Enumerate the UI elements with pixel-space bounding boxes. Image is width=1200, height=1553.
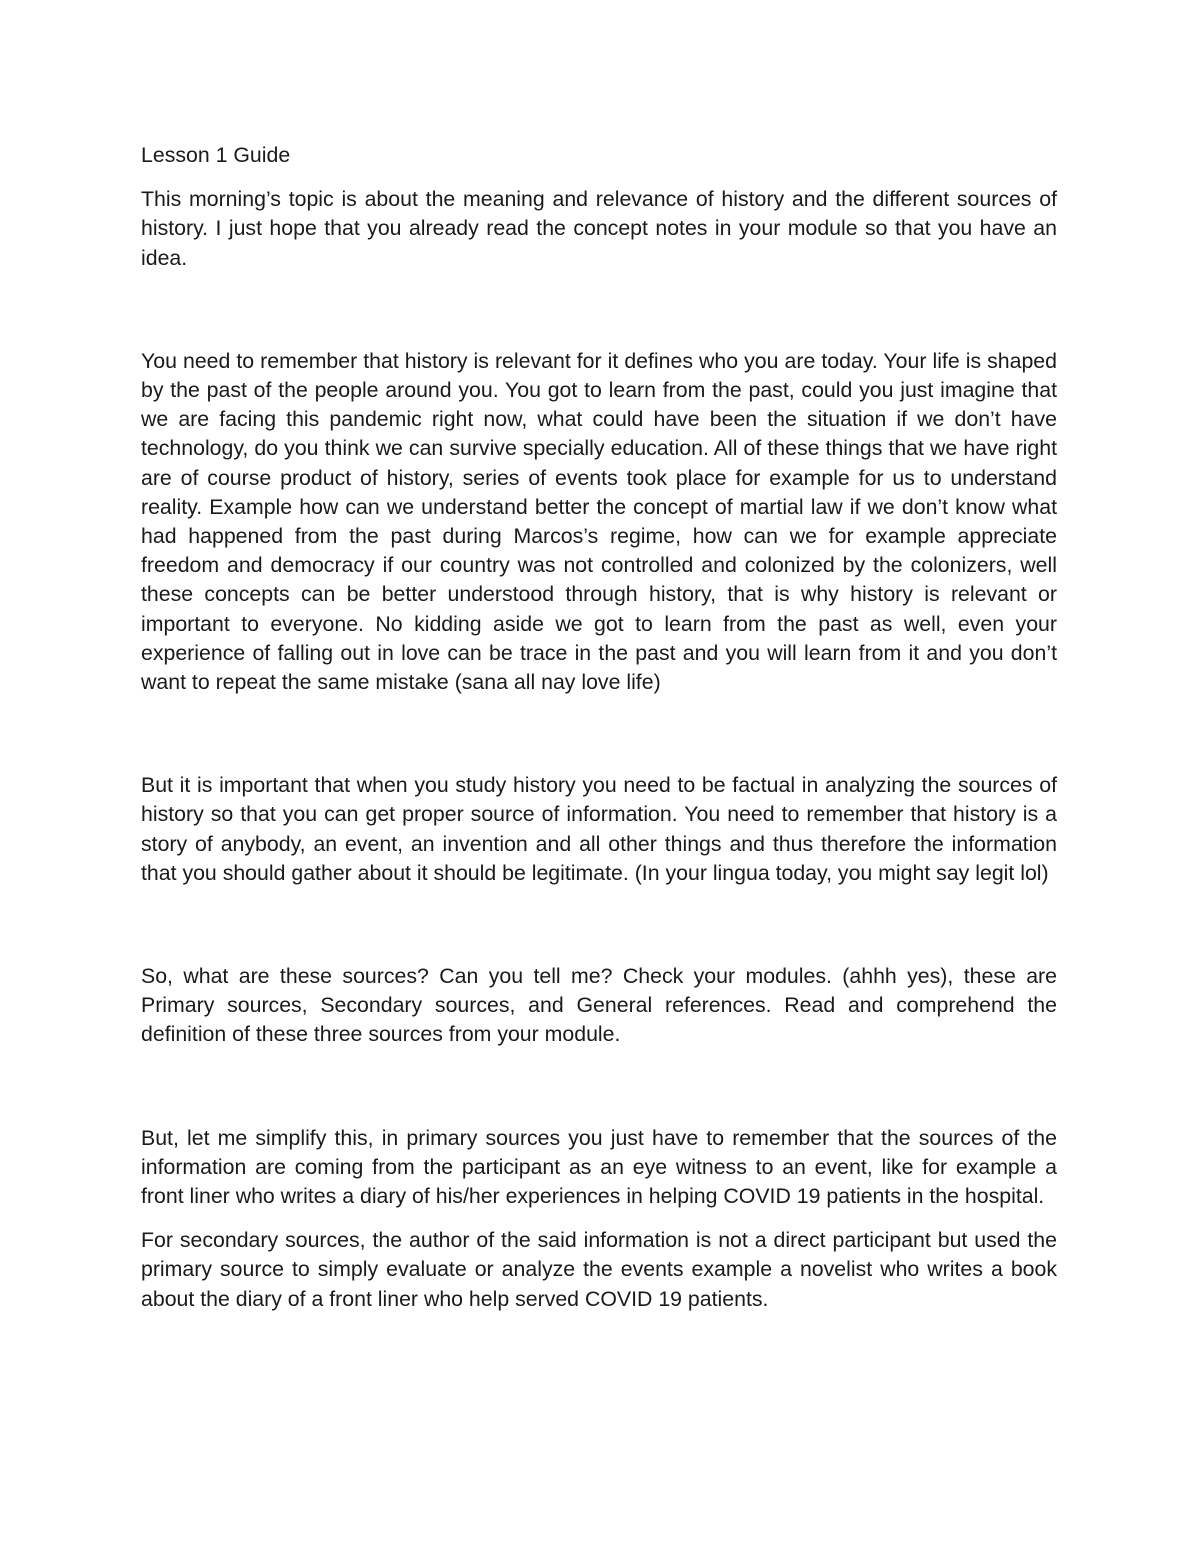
paragraph-sources: So, what are these sources? Can you tell me? Check your modules. (ahhh yes), these are Primary sources, Secondary sources, and General references. Read and comprehend the definition of these three sources from your module. <box>141 964 1057 1047</box>
paragraph-intro: This morning’s topic is about the meaning and relevance of history and the different sources of history. I just hope that you already read the concept notes in your module so that you have an idea. <box>141 187 1057 270</box>
paragraph-factual: But it is important that when you study history you need to be factual in analyzing the sources of history so that you can get proper source of information. You need to remember that history is a story of anybody, an event, an invention and all other things and thus therefore the information that you should gather about it should be legitimate. (In your lingua today, you might say legit lol) <box>141 773 1057 885</box>
document-body <box>141 141 1057 1314</box>
document-title: Lesson 1 Guide <box>141 143 291 167</box>
paragraph-relevance: You need to remember that history is relevant for it defines who you are today. Your life is shaped by the past of the people around you. You got to learn from the past, could you just imagine that we are facing this pandemic right now, what could have been the situation if we don’t have technology, do you think we can survive specially education. All of these things that we have right are of course product of history, series of events took place for example for us to understand reality. Example how can we understand better the concept of martial law if we don’t know what had happened from the past during Marcos’s regime, how can we for example appreciate freedom and democracy if our country was not controlled and colonized by the colonizers, well these concepts can be better understood through history, that is why history is relevant or important to everyone. No kidding aside we got to learn from the past as well, even your experience of falling out in love can be trace in the past and you will learn from it and you don’t want to repeat the same mistake (sana all nay love life) <box>141 348 1057 695</box>
paragraph-secondary-sources: For secondary sources, the author of the said information is not a direct participant but used the primary source to simply evaluate or analyze the events example a novelist who writes a book about the diary of a front liner who help served COVID 19 patients. <box>141 1228 1057 1311</box>
paragraph-primary-sources: But, let me simplify this, in primary sources you just have to remember that the sources of the information are coming from the participant as an eye witness to an event, like for example a front liner who writes a diary of his/her experiences in helping COVID 19 patients in the hospital. <box>141 1125 1057 1209</box>
